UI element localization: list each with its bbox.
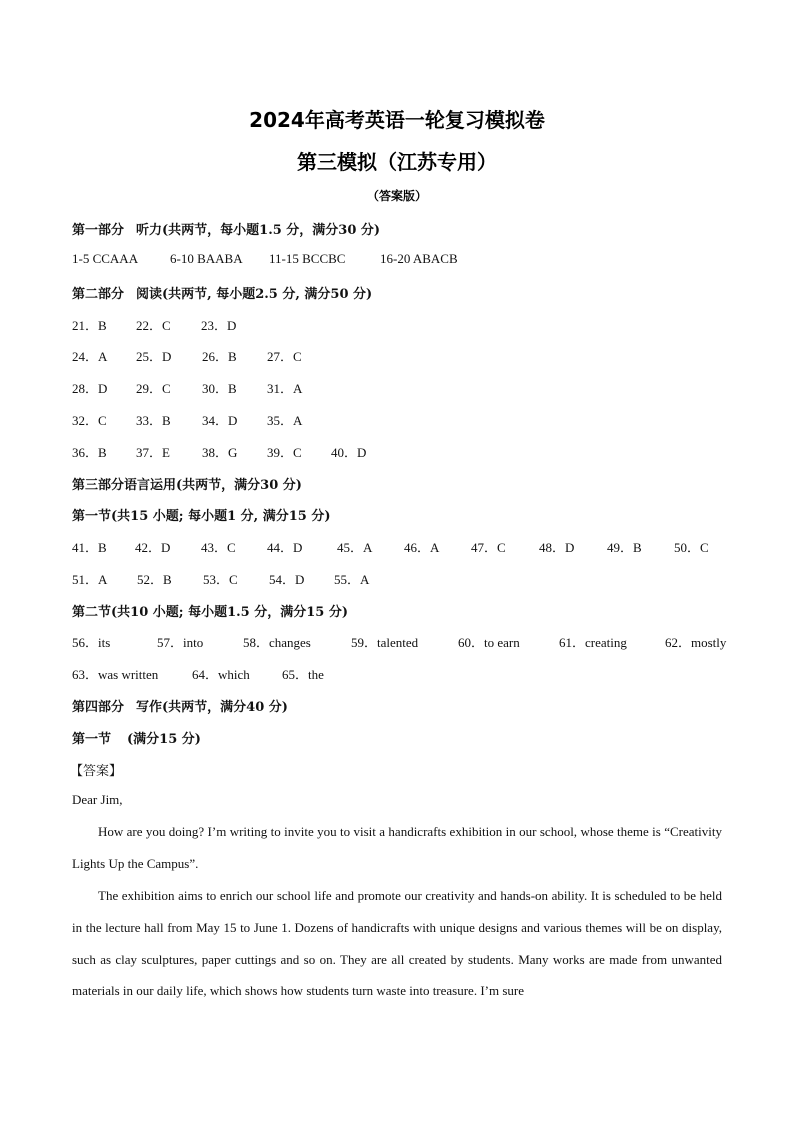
answer-item: 48．D <box>539 540 575 555</box>
part3-section2-heading: 第二节(共10 小题; 每小题1.5 分，满分15 分) <box>72 605 349 620</box>
answer-item: 32．C <box>72 413 107 428</box>
answer-item: 58．changes <box>243 635 311 650</box>
answer-item: 35．A <box>267 413 303 428</box>
answer-item: 33．B <box>136 413 171 428</box>
answer-item: 49．B <box>607 540 642 555</box>
answer-group: 11-15 BCCBC <box>269 251 346 266</box>
answer-item: 24．A <box>72 349 108 364</box>
answer-item: 40．D <box>331 445 367 460</box>
answer-item: 62．mostly <box>665 635 727 650</box>
answer-item: 38．G <box>202 445 238 460</box>
answer-item: 56．its <box>72 635 111 650</box>
answer-item: 29．C <box>136 381 171 396</box>
answer-item: 54．D <box>269 572 305 587</box>
answer-item: 43．C <box>201 540 236 555</box>
answer-item: 21．B <box>72 318 107 333</box>
answer-item: 50．C <box>674 540 709 555</box>
part2-heading <box>72 283 372 302</box>
part2-row-2 <box>72 346 302 365</box>
part1-desc: 听力(共两节，每小题1.5 分，满分30 分) <box>136 223 381 238</box>
letter-greeting: Dear Jim, <box>72 792 123 807</box>
part4-heading <box>72 696 288 715</box>
letter-paragraph-2: The exhibition aims to enrich our school life and promote our creativity and hands-on ability. It is scheduled to be held in the lecture hall from May 15 to June 1. Dozens of handicrafts with unique designs and various themes will be on display, such as clay sculptures, paper cuttings and so on. They are all created by students. Many works are made from unwanted materials in our daily life, which shows how students turn waste into treasure. I’m sure <box>72 888 722 999</box>
answer-item: 22．C <box>136 318 171 333</box>
answer-group: 6-10 BAABA <box>170 251 243 266</box>
answer-item: 60．to earn <box>458 635 520 650</box>
answer-group: 16-20 ABACB <box>380 251 458 266</box>
answer-item: 61．creating <box>559 635 627 650</box>
answer-item: 57．into <box>157 635 204 650</box>
answer-item: 44．D <box>267 540 303 555</box>
part1-heading <box>72 219 380 238</box>
answer-tag: 【答案】 <box>70 764 123 779</box>
answer-item: 47．C <box>471 540 506 555</box>
answer-item: 37．E <box>136 445 170 460</box>
answer-item: 59．talented <box>351 635 419 650</box>
part3-section1-heading: 第一节(共15 小题; 每小题1 分, 满分15 分) <box>72 509 331 524</box>
answer-item: 51．A <box>72 572 108 587</box>
answer-item: 42．D <box>135 540 171 555</box>
answer-item: 36．B <box>72 445 107 460</box>
answer-item: 31．A <box>267 381 303 396</box>
part2-row-5 <box>72 442 366 461</box>
edition-label: （答案版） <box>366 189 427 203</box>
answer-item: 55．A <box>334 572 370 587</box>
answer-item: 23．D <box>201 318 237 333</box>
answer-item: 30．B <box>202 381 237 396</box>
answer-item: 52．B <box>137 572 172 587</box>
part2-row-1 <box>72 315 236 334</box>
part4-label: 第四部分 <box>72 700 125 715</box>
answer-item: 28．D <box>72 381 108 396</box>
part3-section1-row-2 <box>72 569 369 588</box>
part3-heading: 第三部分语言运用(共两节，满分30 分) <box>72 478 302 493</box>
answer-item: 65．the <box>282 667 324 682</box>
answer-item: 27．C <box>267 349 302 364</box>
answer-item: 53．C <box>203 572 238 587</box>
answer-item: 45．A <box>337 540 373 555</box>
part4-desc: 写作(共两节，满分40 分) <box>136 700 288 715</box>
part4-section1-score: (满分15 分) <box>127 732 201 747</box>
part3-section1-row-1 <box>72 537 709 556</box>
exam-title: 2024年高考英语一轮复习模拟卷 <box>249 108 545 132</box>
answer-item: 39．C <box>267 445 302 460</box>
part4-section1-heading <box>72 728 201 747</box>
part2-label: 第二部分 <box>72 287 125 302</box>
answer-group: 1-5 CCAAA <box>72 251 139 266</box>
part1-label: 第一部分 <box>72 223 125 238</box>
answer-item: 46．A <box>404 540 440 555</box>
answer-item: 25．D <box>136 349 172 364</box>
part3-section2-row-1 <box>72 632 726 651</box>
exam-subtitle: 第三模拟（江苏专用） <box>297 150 497 174</box>
answer-item: 34．D <box>202 413 238 428</box>
answer-item: 41．B <box>72 540 107 555</box>
letter-paragraph-1: How are you doing? I’m writing to invite you to visit a handicrafts exhibition in our school, whose theme is “Creativity Lights Up the Campus”. <box>72 824 722 871</box>
part4-section1-label: 第一节 <box>72 732 112 747</box>
part2-row-4 <box>72 410 302 429</box>
answer-item: 26．B <box>202 349 237 364</box>
answer-item: 64．which <box>192 667 250 682</box>
part2-desc: 阅读(共两节, 每小题2.5 分, 满分50 分) <box>136 287 373 302</box>
part3-section2-row-2 <box>72 664 324 683</box>
answer-item: 63．was written <box>72 667 159 682</box>
part2-row-3 <box>72 378 302 397</box>
part1-answers <box>72 251 458 267</box>
